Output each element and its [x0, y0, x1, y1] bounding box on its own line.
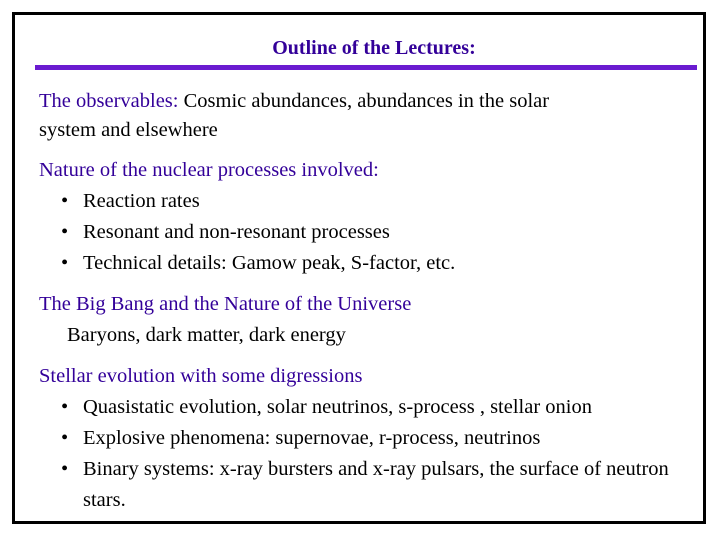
outline-content: [39, 87, 699, 516]
section-observables: [39, 87, 699, 145]
section-subtext: Baryons, dark matter, dark energy: [67, 324, 346, 346]
list-item: • Binary systems: x-ray bursters and x-ray pulsars, the surface of neutron stars.: [39, 454, 699, 516]
slide-title: Outline of the Lectures:: [272, 37, 476, 59]
section-heading: The Big Bang and the Nature of the Universe: [39, 293, 412, 315]
bullet-list: [39, 392, 699, 516]
bullet-icon: •: [61, 190, 69, 212]
bullet-icon: •: [61, 221, 69, 243]
bullet-icon: •: [61, 427, 69, 449]
list-item: • Technical details: Gamow peak, S-factor, etc.: [39, 248, 699, 279]
bullet-icon: •: [61, 458, 69, 480]
section-big-bang: [39, 289, 699, 351]
bullet-list: [39, 186, 699, 279]
section-heading: Stellar evolution with some digressions: [39, 365, 363, 387]
list-item: • Reaction rates: [39, 186, 699, 217]
slide: [12, 12, 706, 524]
title-divider: [35, 65, 697, 70]
section-nuclear-processes: [39, 155, 699, 279]
section-heading: Nature of the nuclear processes involved:: [39, 159, 379, 181]
list-item: • Explosive phenomena: supernovae, r-process, neutrinos: [39, 423, 699, 454]
section-stellar-evolution: [39, 361, 699, 516]
bullet-icon: •: [61, 396, 69, 418]
bullet-icon: •: [61, 252, 69, 274]
section-text: Cosmic abundances, abundances in the solar: [178, 90, 550, 112]
list-item: • Resonant and non-resonant processes: [39, 217, 699, 248]
section-text-continued: system and elsewhere: [39, 119, 218, 141]
list-item: • Quasistatic evolution, solar neutrinos, s-process , stellar onion: [39, 392, 699, 423]
section-heading: The observables:: [39, 90, 179, 112]
